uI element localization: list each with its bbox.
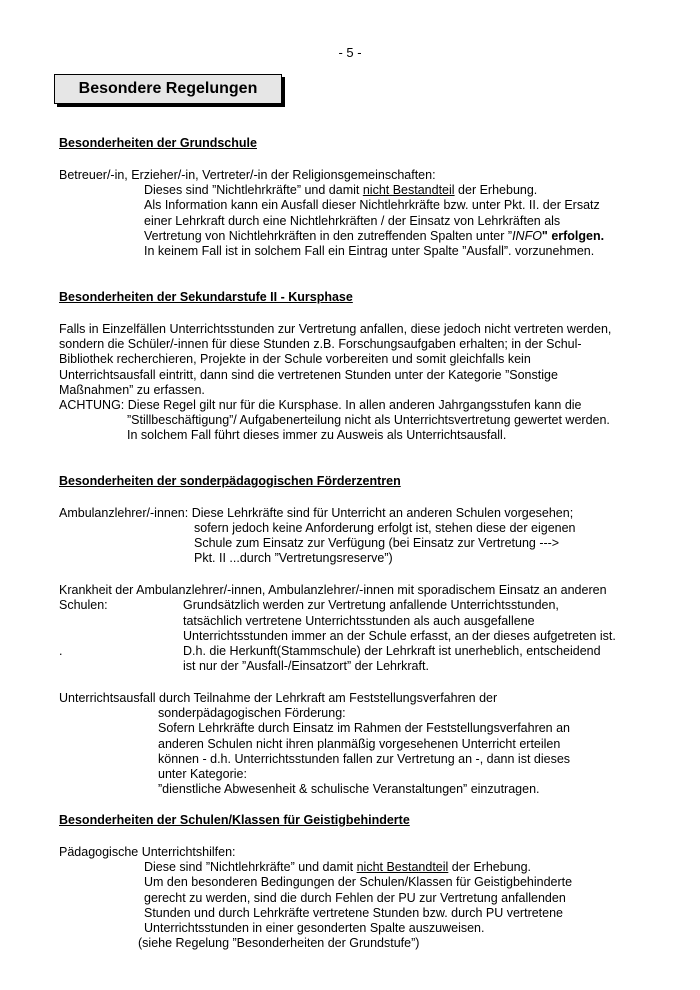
text-line: . — [59, 644, 63, 658]
text-line: In solchem Fall führt dieses immer zu Ausweis als Unterrichtsausfall. — [127, 428, 507, 442]
text-line: Betreuer/-in, Erzieher/-in, Vertreter/-in der Religionsgemeinschaften: — [59, 168, 436, 182]
text-line: Um den besonderen Bedingungen der Schulen/Klassen für Geistigbehinderte — [144, 875, 573, 889]
page-title: Besondere Regelungen — [54, 74, 282, 104]
text-line: Diese sind ”Nichtlehrkräfte” und damit nicht Bestandteil der Erhebung. — [144, 860, 532, 874]
text-line: Unterrichtsstunden immer an der Schule erfasst, an der dieses aufgetreten ist. — [183, 629, 616, 643]
text-line: Falls in Einzelfällen Unterrichtsstunden zur Vertretung anfallen, diese jedoch nicht vertreten werden, — [59, 322, 612, 336]
text-line: gerecht zu werden, sind die durch Fehlen der PU zur Vertretung anfallenden — [144, 891, 566, 905]
text-line: Unterrichtsstunden in einer gesonderten Spalte auszuweisen. — [144, 921, 485, 935]
text-line: Unterrichtsausfall durch Teilnahme der Lehrkraft am Feststellungsverfahren der — [59, 691, 498, 705]
text-line: Maßnahmen” zu erfassen. — [59, 383, 205, 397]
text-line: unter Kategorie: — [158, 767, 247, 781]
text-line: sonderpädagogischen Förderung: — [158, 706, 346, 720]
text-line: Vertretung von Nichtlehrkräften in den zutreffenden Spalten unter ”INFO" erfolgen. — [144, 229, 605, 243]
text-line: einer Lehrkraft durch eine Nichtlehrkräften / der Einsatz von Lehrkräften als — [144, 214, 561, 228]
text-line: Stunden und durch Lehrkräfte vertretene Stunden bzw. durch PU vertretene — [144, 906, 564, 920]
text-line: ”dienstliche Abwesenheit & schulische Veranstaltungen” einzutragen. — [158, 782, 540, 796]
section-heading-foerderzentren: Besonderheiten der sonderpädagogischen Förderzentren — [59, 474, 401, 488]
text-line: Bibliothek recherchieren, Projekte in der Schule vorbereiten und somit gleichfalls kein — [59, 352, 531, 366]
text-line: ist nur der ”Ausfall-/Einsatzort” der Lehrkraft. — [183, 659, 429, 673]
text-line: ”Stillbeschäftigung”/ Aufgabenerteilung nicht als Unterrichtsvertretung gewertet werden. — [127, 413, 610, 427]
text-line: Ambulanzlehrer/-innen: Diese Lehrkräfte sind für Unterricht an anderen Schulen vorgesehen; — [59, 506, 574, 520]
text-line: ACHTUNG: Diese Regel gilt nur für die Kursphase. In allen anderen Jahrgangsstufen kann die — [59, 398, 582, 412]
text-line: (siehe Regelung ”Besonderheiten der Grundstufe”) — [138, 936, 420, 950]
text-line: Dieses sind ”Nichtlehrkräfte” und damit nicht Bestandteil der Erhebung. — [144, 183, 538, 197]
section-heading-grundschule: Besonderheiten der Grundschule — [59, 136, 257, 150]
text-line: Schulen: — [59, 598, 108, 612]
page-number: - 5 - — [338, 45, 362, 60]
text-line: sondern die Schüler/-innen für diese Stunden z.B. Forschungsaufgaben erhalten; in der Schul- — [59, 337, 582, 351]
section-heading-geistigbehinderte: Besonderheiten der Schulen/Klassen für Geistigbehinderte — [59, 813, 410, 827]
text-line: tatsächlich vertretene Unterrichtsstunden als auch ausgefallene — [183, 614, 535, 628]
text-line: Sofern Lehrkräfte durch Einsatz im Rahmen der Feststellungsverfahren an — [158, 721, 571, 735]
text-line: sofern jedoch keine Anforderung erfolgt ist, stehen diese der eigenen — [194, 521, 576, 535]
text-line: Grundsätzlich werden zur Vertretung anfallende Unterrichtsstunden, — [183, 598, 559, 612]
text-line: Unterrichtsausfall eintritt, dann sind die vertretenen Stunden unter der Kategorie ”Sonstige — [59, 368, 558, 382]
text-line: Als Information kann ein Ausfall dieser Nichtlehrkräfte bzw. unter Pkt. II. der Ersatz — [144, 198, 600, 212]
section-heading-sekundarstufe: Besonderheiten der Sekundarstufe II - Kursphase — [59, 290, 353, 304]
text-line: Pkt. II ...durch ”Vertretungsreserve”) — [194, 551, 393, 565]
text-line: D.h. die Herkunft(Stammschule) der Lehrkraft ist unerheblich, entscheidend — [183, 644, 601, 658]
text-line: können - d.h. Unterrichtsstunden fallen zur Vertretung an -, dann ist dieses — [158, 752, 571, 766]
text-line: Krankheit der Ambulanzlehrer/-innen, Ambulanzlehrer/-innen mit sporadischem Einsatz an anderen — [59, 583, 607, 597]
text-line: In keinem Fall ist in solchem Fall ein Eintrag unter Spalte ”Ausfall”. vorzunehmen. — [144, 244, 595, 258]
text-line: Pädagogische Unterrichtshilfen: — [59, 845, 236, 859]
text-line: anderen Schulen nicht ihren planmäßig vorgesehenen Unterricht erteilen — [158, 737, 561, 751]
text-line: Schule zum Einsatz zur Verfügung (bei Einsatz zur Vertretung ---> — [194, 536, 560, 550]
